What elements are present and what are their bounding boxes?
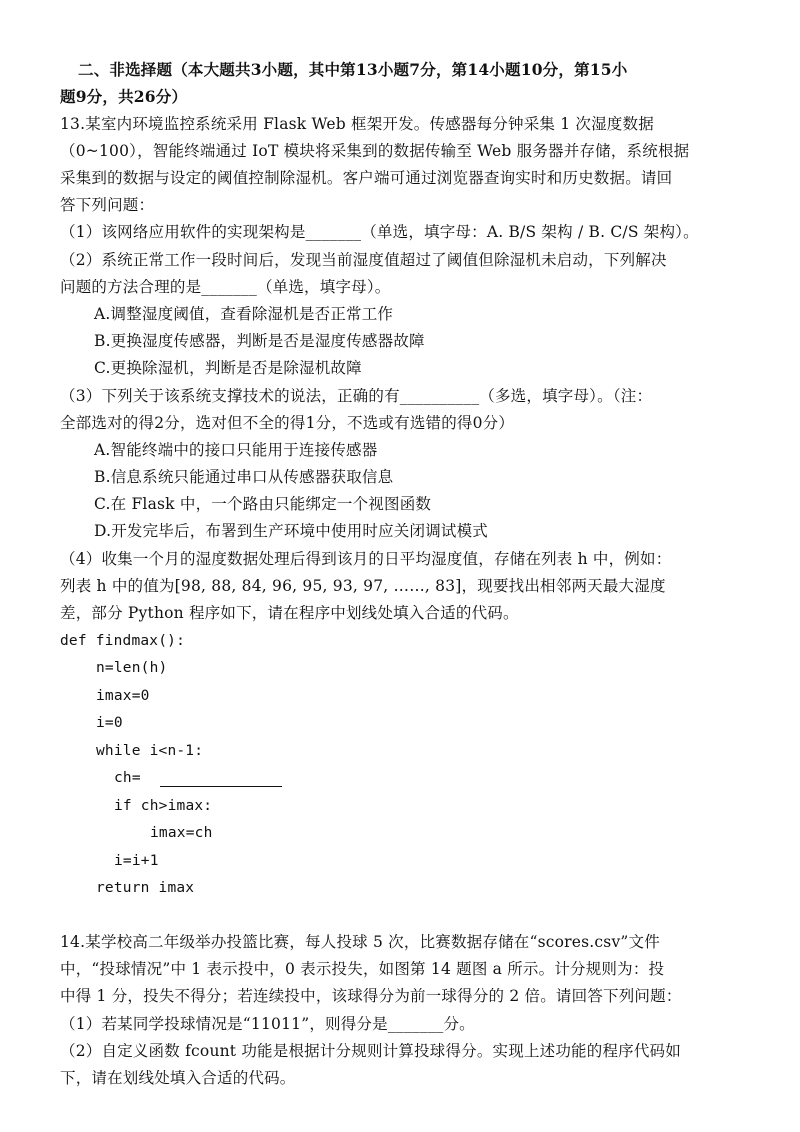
code-line-i: i=0: [96, 715, 123, 731]
code-line-while: while i<n-1:: [96, 743, 204, 759]
q13-sub4-line-2: 列表 h 中的值为[98, 88, 84, 96, 95, 93, 97, ……, 83]，现要找出相邻两天最大湿度: [60, 577, 666, 595]
code-line-increment: i=i+1: [114, 853, 159, 869]
q13-stem-line-4: 答下列问题：: [60, 196, 155, 214]
q13-sub3-option-a: A.智能终端中的接口只能用于连接传感器: [94, 441, 378, 459]
q13-stem-line-3: 采集到的数据与设定的阈值控制除湿机。客户端可通过浏览器查询实时和历史数据。请回: [60, 169, 673, 187]
code-line-if: if ch>imax:: [114, 798, 213, 814]
q13-sub2-line-1: （2）系统正常工作一段时间后，发现当前湿度值超过了阈值但除湿机未启动，下列解决: [60, 251, 667, 269]
q13-sub4-line-1: （4）收集一个月的湿度数据处理后得到该月的日平均湿度值，存储在列表 h 中，例如：: [60, 550, 672, 568]
q13-stem-line-2: （0~100），智能终端通过 IoT 模块将采集到的数据传输至 Web 服务器并存储，系统根据: [60, 142, 690, 160]
q13-sub3-option-c: C.在 Flask 中，一个路由只能绑定一个视图函数: [94, 495, 432, 513]
q14-sub2-line-1: （2）自定义函数 fcount 功能是根据计分规则计算投球得分。实现上述功能的程序代码如: [60, 1042, 681, 1060]
q13-sub2-option-c: C.更换除湿机，判断是否是除湿机故障: [94, 359, 362, 377]
q14-sub1: （1）若某同学投球情况是“11011”，则得分是_______分。: [60, 1015, 475, 1033]
q13-sub3-option-b: B.信息系统只能通过串口从传感器获取信息: [94, 468, 394, 486]
q13-sub3-option-d: D.开发完毕后，布署到生产环境中使用时应关闭调试模式: [94, 522, 489, 540]
section-header-line-2: 题9分，共26分）: [60, 87, 188, 106]
code-line-n: n=len(h): [96, 660, 168, 676]
q14-stem-line-1: 14.某学校高二年级举办投篮比赛，每人投球 5 次，比赛数据存储在“scores.csv”文件: [60, 933, 660, 951]
code-answer-blank: [160, 786, 282, 787]
q13-sub1: （1）该网络应用软件的实现架构是_______（单选，填字母：A. B/S 架构 / B. C/S 架构）。: [60, 223, 699, 241]
code-line-imax-assign: imax=ch: [150, 825, 213, 841]
q13-sub4-line-3: 差，部分 Python 程序如下，请在程序中划线处填入合适的代码。: [60, 604, 519, 622]
code-line-imax: imax=0: [96, 688, 150, 704]
q13-sub2-line-2: 问题的方法合理的是_______（单选，填字母）。: [60, 278, 391, 296]
q14-sub2-line-2: 下，请在划线处填入合适的代码。: [60, 1069, 296, 1087]
code-line-return: return imax: [96, 880, 195, 896]
q13-stem-line-1: 13.某室内环境监控系统采用 Flask Web 框架开发。传感器每分钟采集 1 次湿度数据: [60, 115, 654, 133]
code-line-ch: ch=: [114, 770, 141, 786]
q13-sub3-line-1: （3）下列关于该系统支撑技术的说法，正确的有__________（多选，填字母）。（注：: [60, 387, 653, 405]
q13-sub3-line-2: 全部选对的得2分，选对但不全的得1分，不选或有选错的得0分）: [60, 414, 515, 432]
q13-sub2-option-b: B.更换湿度传感器，判断是否是湿度传感器故障: [94, 332, 425, 350]
q13-sub2-option-a: A.调整湿度阈值，查看除湿机是否正常工作: [94, 305, 394, 323]
q14-stem-line-3: 中得 1 分，投失不得分；若连续投中，该球得分为前一球得分的 2 倍。请回答下列问题：: [60, 987, 682, 1005]
q14-stem-line-2: 中，“投球情况”中 1 表示投中，0 表示投失，如图第 14 题图 a 所示。计分规则为：投: [60, 960, 665, 978]
code-line-def: def findmax():: [60, 633, 186, 649]
section-header-line-1: 二、非选择题（本大题共3小题，其中第13小题7分，第14小题10分，第15小: [78, 60, 628, 79]
